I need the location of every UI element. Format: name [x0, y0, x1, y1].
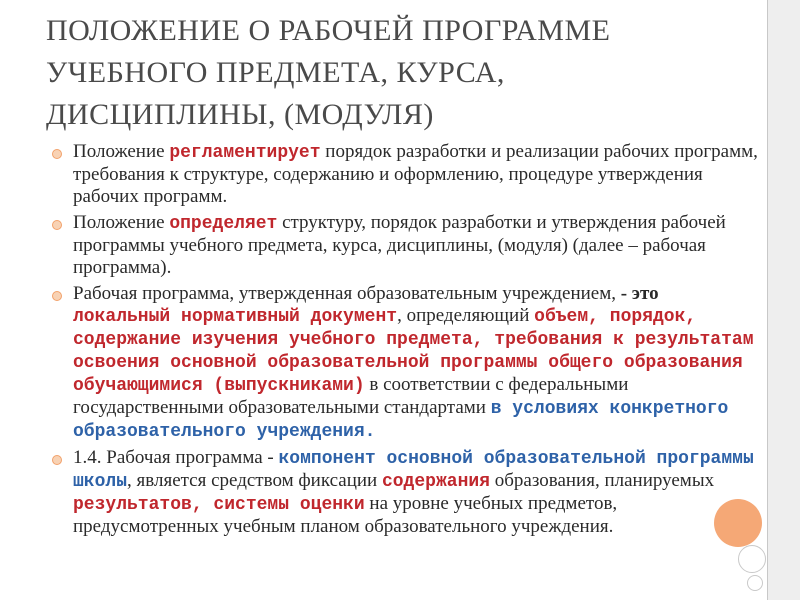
bullet-dot-icon: [52, 149, 62, 159]
highlight-blue: в условиях конкретного образовательного учреждения.: [73, 399, 729, 442]
bullet-list: [52, 141, 758, 542]
highlight-red: определяет: [169, 214, 278, 234]
item-text: структуру, порядок разработки и утверждения рабочей программы учебного предмета, курса, дисциплины, (модуля) (далее – рабочая программа).: [73, 212, 726, 278]
item-text: Рабочая программа, утвержденная образовательным учреждением,: [73, 283, 621, 304]
right-decor-bar: [767, 0, 800, 600]
item-text: на уровне учебных предметов, предусмотренных учебным планом образовательного учреждения.: [73, 493, 618, 537]
item-text: , является средством фиксации: [127, 470, 382, 491]
highlight-red: локальный нормативный документ: [73, 307, 398, 327]
item-text: порядок разработки и реализации рабочих программ, требования к структуре, содержанию и оформлению, процедуре утверждения рабочих программ.: [73, 141, 758, 207]
small-outline-circle-decoration: [747, 575, 763, 591]
bullet-item-3: [52, 283, 758, 443]
bullet-dot-icon: [52, 220, 62, 230]
bullet-dot-icon: [52, 455, 62, 465]
item-text: , определяющий: [397, 305, 535, 326]
outline-circle-decoration: [738, 545, 766, 573]
title-line-1: ПОЛОЖЕНИЕ О РАБОЧЕЙ ПРОГРАММЕ: [46, 14, 611, 47]
highlight-red: регламентирует: [169, 143, 321, 163]
highlight-red: содержания: [381, 472, 490, 492]
bullet-item-2: [52, 212, 758, 279]
item-text: Положение: [73, 212, 170, 233]
item-text: Положение: [73, 141, 170, 162]
bullet-item-1: [52, 141, 758, 208]
item-text: в соответствии с федеральными государственными образовательными стандартами: [73, 374, 629, 418]
highlight-red: объем, порядок, содержание изучения учебного предмета, требования к результатам освоения основной образовательной программы общего образования обучающимися (выпускниками): [73, 307, 754, 396]
highlight-red: результатов, системы оценки: [73, 495, 365, 515]
title-line-3: ДИСЦИПЛИНЫ, (МОДУЛЯ): [46, 98, 434, 131]
item-text: 1.4. Рабочая программа -: [73, 447, 279, 468]
item-text-bold-dash: - это: [620, 283, 659, 304]
bullet-dot-icon: [52, 291, 62, 301]
title-line-2: УЧЕБНОГО ПРЕДМЕТА, КУРСА,: [46, 56, 505, 89]
highlight-blue: компонент основной образовательной программы школы: [73, 449, 754, 492]
bullet-item-4: [52, 447, 758, 538]
slide-title: [46, 10, 726, 136]
item-text: образования, планируемых: [489, 470, 715, 491]
